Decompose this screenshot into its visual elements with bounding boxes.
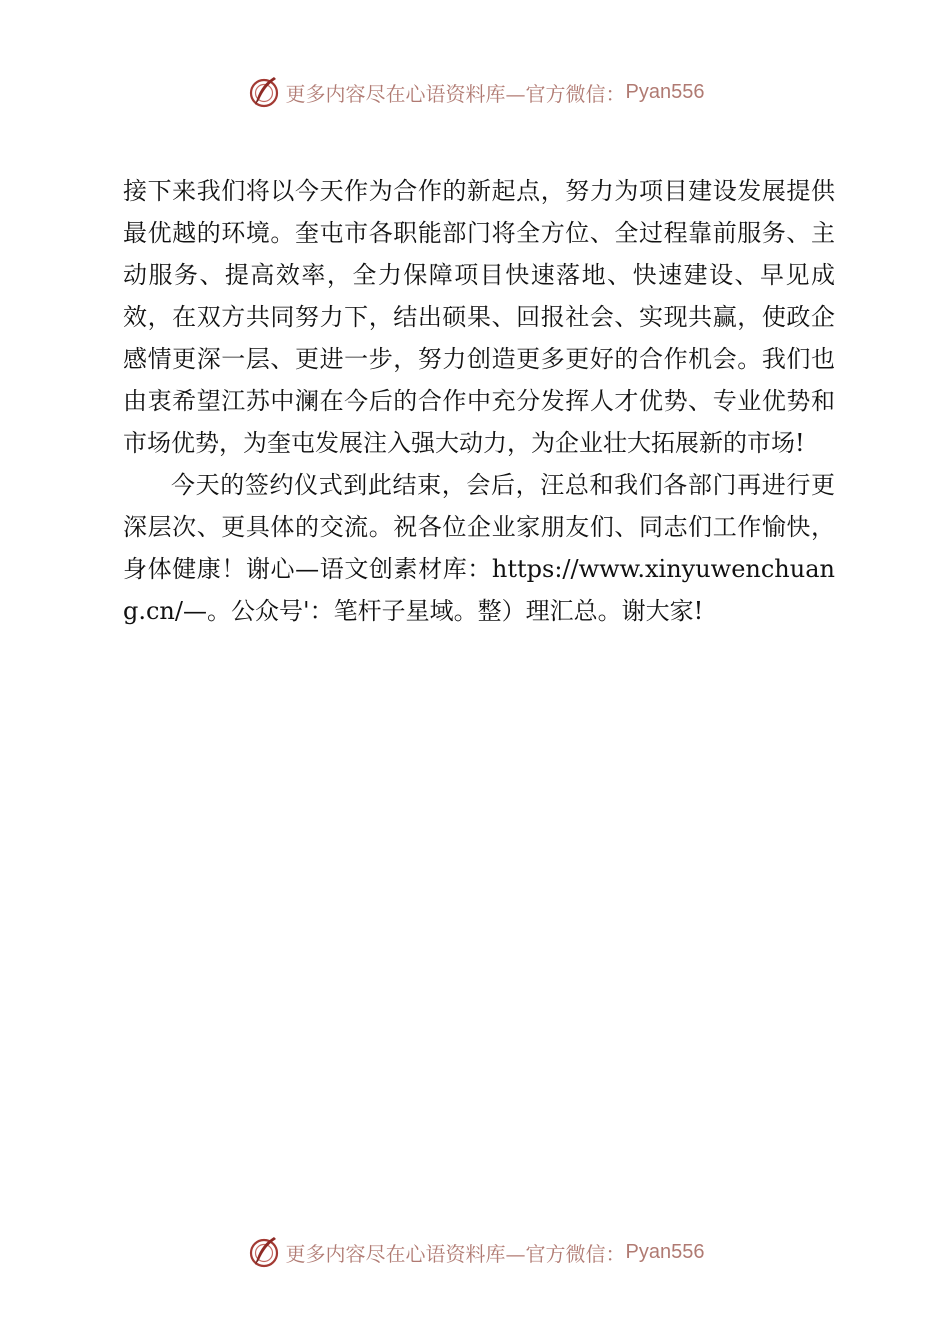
footer-banner-text: 更多内容尽在心语资料库—官方微信： [285,1241,626,1266]
body-paragraph-2: 今天的签约仪式到此结束，会后，汪总和我们各部门再进行更深层次、更具体的交流。祝各位企业家朋友们、同志们工作愉快，身体健康！谢心—语文创素材库：https://www.xinyuwenchuang.cn/—。公众号'：笔杆子星域。整）理汇总。谢大家! [123,471,835,625]
quill-pen-logo-icon [246,74,282,110]
document-body [123,170,835,632]
quill-pen-logo-icon [246,1234,282,1270]
footer-banner [0,1230,950,1274]
header-banner-text: 更多内容尽在心语资料库—官方微信： [285,81,626,106]
body-paragraph-1: 接下来我们将以今天作为合作的新起点，努力为项目建设发展提供最优越的环境。奎屯市各职能部门将全方位、全过程靠前服务、主动服务、提高效率，全力保障项目快速落地、快速建设、早见成效，在双方共同努力下，结出硕果、回报社会、实现共赢，使政企感情更深一层、更进一步，努力创造更多更好的合作机会。我们也由衷希望江苏中澜在今后的合作中充分发挥人才优势、专业优势和市场优势，为奎屯发展注入强大动力，为企业壮大拓展新的市场! [123,177,835,457]
header-wechat-id: Pyan556 [625,80,705,103]
header-banner [0,70,950,114]
footer-wechat-id: Pyan556 [625,1240,705,1263]
